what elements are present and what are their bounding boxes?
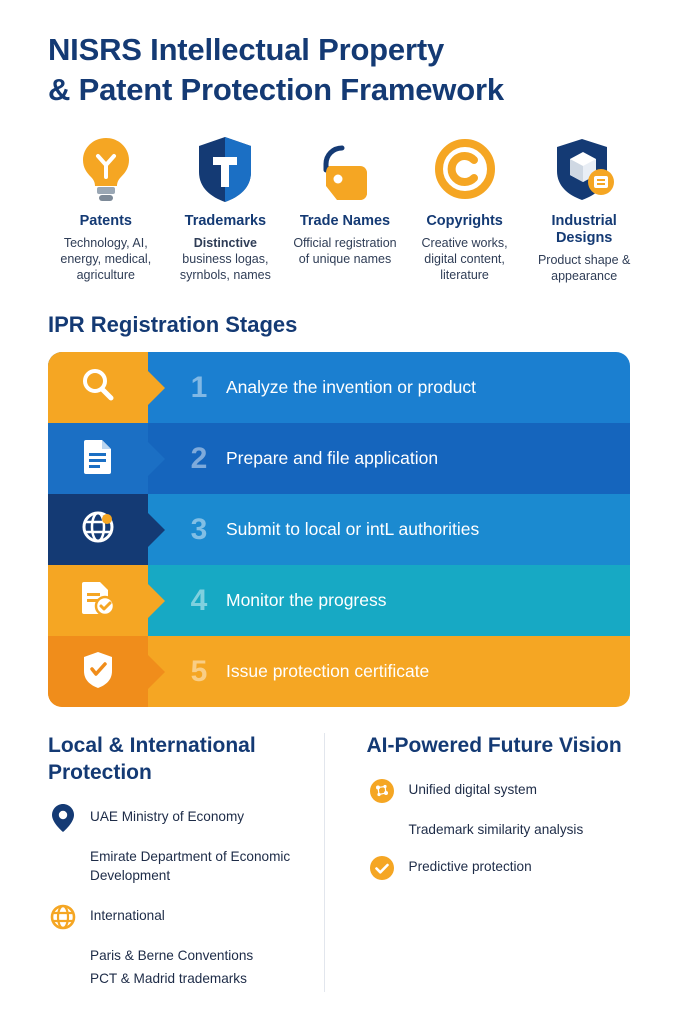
ip-type-desc: Product shape & appearance — [537, 252, 631, 284]
ip-type-copyrights — [407, 133, 523, 285]
globe-outline-icon — [48, 902, 78, 932]
stage-body — [148, 636, 630, 707]
shield-check-icon — [81, 650, 115, 693]
industrial-design-icon — [526, 133, 642, 205]
ip-type-label: Copyrights — [426, 212, 503, 229]
shield-trademark-icon — [168, 133, 284, 205]
list-item — [48, 904, 306, 932]
stage-label: Analyze the invention or product — [226, 377, 477, 398]
list-item — [367, 778, 625, 806]
ip-type-desc: Technology, AI, energy, medical, agriculture — [60, 235, 152, 283]
bottom-sections — [0, 707, 682, 992]
stage-number: 2 — [190, 441, 208, 475]
stages-list — [48, 352, 630, 707]
checklist-icon — [80, 579, 116, 622]
stage-label: Monitor the progress — [226, 590, 387, 611]
page-title — [0, 0, 682, 111]
stage-row-5[interactable] — [48, 636, 630, 707]
check-circle-icon — [367, 853, 397, 883]
list-item-subline: Trademark similarity analysis — [408, 822, 584, 838]
list-item-label: Predictive protection — [408, 859, 532, 875]
stage-body — [148, 565, 630, 636]
stage-row-1[interactable] — [48, 352, 630, 423]
ip-type-patents — [48, 133, 164, 285]
list-item-subline: PCT & Madrid trademarks — [90, 970, 247, 986]
stage-row-4[interactable] — [48, 565, 630, 636]
stage-row-2[interactable] — [48, 423, 630, 494]
document-icon — [81, 437, 115, 480]
globe-icon — [79, 508, 117, 551]
stages-heading: IPR Registration Stages — [48, 312, 298, 338]
copyright-icon — [407, 133, 523, 205]
list-item-label: International — [90, 907, 165, 923]
list-item — [48, 805, 306, 833]
stage-body — [148, 423, 630, 494]
stage-row-3[interactable] — [48, 494, 630, 565]
stage-label: Issue protection certificate — [226, 661, 430, 682]
ip-type-label: Industrial Designs — [551, 212, 617, 246]
list-item-label: Unified digital system — [408, 782, 537, 798]
stage-badge — [48, 494, 148, 565]
stage-label: Prepare and file application — [226, 448, 439, 469]
list-item-subline: Emirate Department of Economic Development — [90, 849, 291, 884]
stage-badge — [48, 636, 148, 707]
ip-type-desc-rest: business logas, syrnbols, names — [179, 251, 271, 283]
stage-number: 3 — [190, 512, 208, 546]
stage-badge — [48, 565, 148, 636]
ai-brain-icon — [367, 776, 397, 806]
tag-icon — [287, 133, 403, 205]
section-heading: Local & International Protection — [48, 734, 256, 785]
stage-badge — [48, 423, 148, 494]
ip-type-desc: Creative works, digital content, literature — [421, 235, 508, 283]
title-line-1: NISRS Intellectual Property — [48, 32, 444, 67]
stage-badge — [48, 352, 148, 423]
lightbulb-icon — [48, 133, 164, 205]
stage-body — [148, 494, 630, 565]
ai-future-vision-section — [324, 733, 643, 992]
map-pin-icon — [48, 803, 78, 833]
ip-type-desc: Official registration of unique names — [293, 235, 397, 266]
stage-label: Submit to local or intL authorities — [226, 519, 480, 540]
list-item-label: UAE Ministry of Economy — [90, 809, 245, 825]
section-heading: AI-Powered Future Vision — [366, 734, 622, 758]
ip-type-trademarks — [168, 133, 284, 285]
stage-number: 4 — [190, 583, 208, 617]
ip-type-desc-bold: Distinctive — [193, 235, 257, 250]
ip-type-label: Trademarks — [184, 212, 267, 229]
stage-number: 5 — [190, 654, 208, 688]
ip-type-industrial-designs — [526, 133, 642, 285]
ip-type-label: Patents — [79, 212, 132, 229]
list-item — [367, 855, 625, 883]
ip-type-desc — [168, 235, 284, 284]
ip-type-trade-names — [287, 133, 403, 285]
title-line-2: & Patent Protection Framework — [48, 72, 504, 108]
ip-type-label: Trade Names — [299, 212, 391, 229]
title-heading — [48, 30, 642, 111]
local-international-section — [48, 733, 324, 992]
stage-number: 1 — [190, 370, 208, 404]
magnifier-icon — [79, 366, 117, 409]
ip-types-row — [0, 111, 682, 285]
list-item-subline: Paris & Berne Conventions — [90, 947, 254, 963]
stage-body — [148, 352, 630, 423]
